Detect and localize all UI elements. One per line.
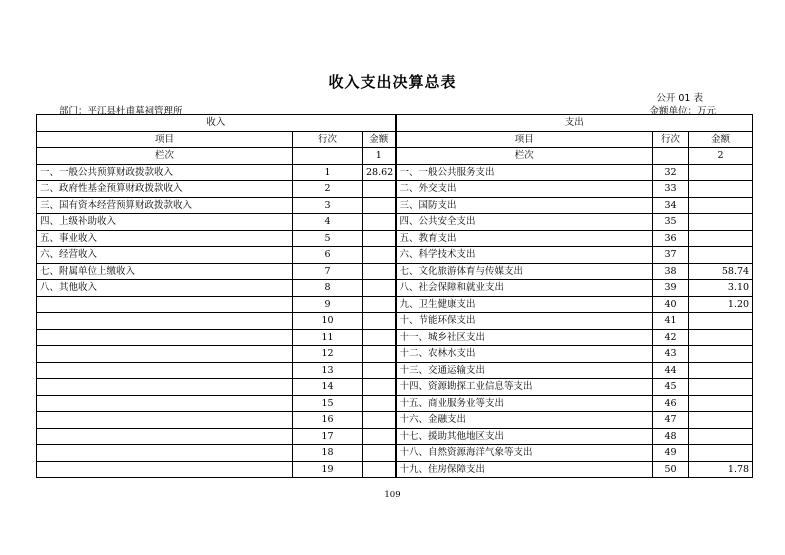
expense-amount-cell: 1.78 (689, 461, 753, 478)
page-number: 109 (384, 490, 401, 500)
expense-row-number: 34 (653, 197, 689, 214)
expense-item-cell: 十五、商业服务业等支出 (396, 395, 653, 412)
expense-item-cell: 七、文化旅游体育与传媒支出 (396, 263, 653, 280)
expense-row-number: 44 (653, 362, 689, 379)
income-row-number: 18 (293, 445, 363, 462)
income-item-cell: 三、国有资本经营预算财政拨款收入 (37, 197, 293, 214)
table-body (37, 115, 753, 478)
expense-row-number: 35 (653, 214, 689, 231)
income-amount-cell (363, 313, 396, 330)
income-amount-cell (363, 346, 396, 363)
table-row (37, 230, 753, 247)
expense-amount-cell (689, 412, 753, 429)
expense-row-header: 行次 (653, 131, 689, 148)
income-row-number: 19 (293, 461, 363, 478)
income-row-number: 3 (293, 197, 363, 214)
table-row (37, 445, 753, 462)
expense-row-number: 43 (653, 346, 689, 363)
unit-label: 金额单位：万元 (649, 106, 716, 117)
expense-row-number: 39 (653, 280, 689, 297)
expense-item-cell: 八、社会保障和就业支出 (396, 280, 653, 297)
income-amount-cell (363, 461, 396, 478)
income-row-number: 12 (293, 346, 363, 363)
expense-row-number: 46 (653, 395, 689, 412)
income-amount-cell (363, 296, 396, 313)
income-amount-cell (363, 329, 396, 346)
table-row (37, 362, 753, 379)
income-amount-cell (363, 181, 396, 198)
expense-row-number: 41 (653, 313, 689, 330)
table-row (37, 461, 753, 478)
department-label: 部门：平江县杜甫墓祠管理所 (59, 106, 183, 117)
income-row-number: 1 (293, 164, 363, 181)
expense-item-cell: 十七、援助其他地区支出 (396, 428, 653, 445)
page-title: 收入支出决算总表 (328, 73, 457, 91)
income-row-number: 9 (293, 296, 363, 313)
table-row (37, 296, 753, 313)
expense-row-number: 45 (653, 379, 689, 396)
income-amount-cell (363, 379, 396, 396)
income-amount-cell (363, 428, 396, 445)
table-row (37, 329, 753, 346)
income-item-cell (37, 362, 293, 379)
table-row (37, 313, 753, 330)
expense-amount-header: 金额 (689, 131, 753, 148)
expense-amount-cell (689, 395, 753, 412)
income-amount-cell (363, 445, 396, 462)
income-amount-cell (363, 247, 396, 264)
expense-amount-cell (689, 214, 753, 231)
expense-row-number: 50 (653, 461, 689, 478)
expense-item-cell: 十、节能环保支出 (396, 313, 653, 330)
table-row (37, 214, 753, 231)
income-item-cell (37, 313, 293, 330)
income-section-header: 收入 (37, 115, 396, 132)
income-amount-cell (363, 412, 396, 429)
income-row-number: 6 (293, 247, 363, 264)
income-amount-cell (363, 230, 396, 247)
income-item-cell: 二、政府性基金预算财政拨款收入 (37, 181, 293, 198)
expense-amount-cell (689, 247, 753, 264)
income-item-cell: 八、其他收入 (37, 280, 293, 297)
expense-item-cell: 六、科学技术支出 (396, 247, 653, 264)
expense-amount-cell (689, 181, 753, 198)
expense-row-number: 36 (653, 230, 689, 247)
expense-item-cell: 十二、农林水支出 (396, 346, 653, 363)
expense-amount-cell (689, 230, 753, 247)
expense-amount-cell (689, 445, 753, 462)
income-item-cell (37, 395, 293, 412)
expense-item-cell: 三、国防支出 (396, 197, 653, 214)
expense-amount-cell: 3.10 (689, 280, 753, 297)
expense-amount-cell (689, 329, 753, 346)
income-item-cell (37, 461, 293, 478)
table-row (37, 197, 753, 214)
income-item-cell: 六、经营收入 (37, 247, 293, 264)
income-row-number: 7 (293, 263, 363, 280)
expense-row-number: 33 (653, 181, 689, 198)
income-amount-cell (363, 197, 396, 214)
income-amount-cell (363, 280, 396, 297)
table-row (37, 181, 753, 198)
income-item-cell (37, 296, 293, 313)
income-item-cell: 四、上级补助收入 (37, 214, 293, 231)
expense-row-number: 32 (653, 164, 689, 181)
table-row (37, 164, 753, 181)
expense-section-header: 支出 (396, 115, 753, 132)
table-row (37, 379, 753, 396)
income-item-cell (37, 329, 293, 346)
income-row-number: 13 (293, 362, 363, 379)
income-column-order-label: 栏次 (37, 148, 293, 165)
income-item-cell: 一、一般公共预算财政拨款收入 (37, 164, 293, 181)
expense-amount-cell (689, 197, 753, 214)
income-row-number: 16 (293, 412, 363, 429)
income-item-cell (37, 346, 293, 363)
expense-item-cell: 十九、住房保障支出 (396, 461, 653, 478)
expense-amount-cell (689, 428, 753, 445)
expense-amount-cell (689, 313, 753, 330)
income-amount-cell: 28.62 (363, 164, 396, 181)
income-item-cell: 七、附属单位上缴收入 (37, 263, 293, 280)
expense-column-number: 2 (689, 148, 753, 165)
income-row-number: 14 (293, 379, 363, 396)
income-item-header: 项目 (37, 131, 293, 148)
expense-column-order-blank (653, 148, 689, 165)
expense-item-cell: 十六、金融支出 (396, 412, 653, 429)
income-item-cell (37, 445, 293, 462)
expense-row-number: 42 (653, 329, 689, 346)
section-header-row (37, 115, 753, 132)
income-column-number: 1 (363, 148, 396, 165)
income-row-number: 17 (293, 428, 363, 445)
table-row (37, 412, 753, 429)
income-row-number: 5 (293, 230, 363, 247)
expense-row-number: 49 (653, 445, 689, 462)
income-amount-header: 金额 (363, 131, 396, 148)
income-row-number: 10 (293, 313, 363, 330)
income-item-cell: 五、事业收入 (37, 230, 293, 247)
income-row-header: 行次 (293, 131, 363, 148)
expense-amount-cell: 58.74 (689, 263, 753, 280)
expense-item-header: 项目 (396, 131, 653, 148)
table-row (37, 428, 753, 445)
expense-item-cell: 二、外交支出 (396, 181, 653, 198)
income-item-cell (37, 428, 293, 445)
income-row-number: 8 (293, 280, 363, 297)
expense-item-cell: 四、公共安全支出 (396, 214, 653, 231)
expense-item-cell: 五、教育支出 (396, 230, 653, 247)
expense-item-cell: 十三、交通运输支出 (396, 362, 653, 379)
expense-item-cell: 十八、自然资源海洋气象等支出 (396, 445, 653, 462)
expense-row-number: 48 (653, 428, 689, 445)
expense-item-cell: 十一、城乡社区支出 (396, 329, 653, 346)
expense-amount-cell (689, 346, 753, 363)
income-expense-table (36, 114, 753, 478)
table-row (37, 395, 753, 412)
expense-amount-cell (689, 362, 753, 379)
expense-item-cell: 十四、资源勘探工业信息等支出 (396, 379, 653, 396)
table-row (37, 247, 753, 264)
income-row-number: 2 (293, 181, 363, 198)
income-amount-cell (363, 395, 396, 412)
table-row (37, 346, 753, 363)
expense-row-number: 38 (653, 263, 689, 280)
income-row-number: 15 (293, 395, 363, 412)
column-header-row (37, 131, 753, 148)
form-number: 公开 01 表 (656, 93, 703, 104)
income-amount-cell (363, 263, 396, 280)
expense-item-cell: 九、卫生健康支出 (396, 296, 653, 313)
column-order-row (37, 148, 753, 165)
table-row (37, 263, 753, 280)
expense-amount-cell (689, 379, 753, 396)
expense-amount-cell: 1.20 (689, 296, 753, 313)
income-item-cell (37, 412, 293, 429)
income-item-cell (37, 379, 293, 396)
income-amount-cell (363, 214, 396, 231)
expense-column-order-label: 栏次 (396, 148, 653, 165)
income-row-number: 11 (293, 329, 363, 346)
expense-item-cell: 一、一般公共服务支出 (396, 164, 653, 181)
expense-amount-cell (689, 164, 753, 181)
income-row-number: 4 (293, 214, 363, 231)
income-amount-cell (363, 362, 396, 379)
expense-row-number: 37 (653, 247, 689, 264)
income-column-order-blank (293, 148, 363, 165)
table-row (37, 280, 753, 297)
expense-row-number: 47 (653, 412, 689, 429)
expense-row-number: 40 (653, 296, 689, 313)
